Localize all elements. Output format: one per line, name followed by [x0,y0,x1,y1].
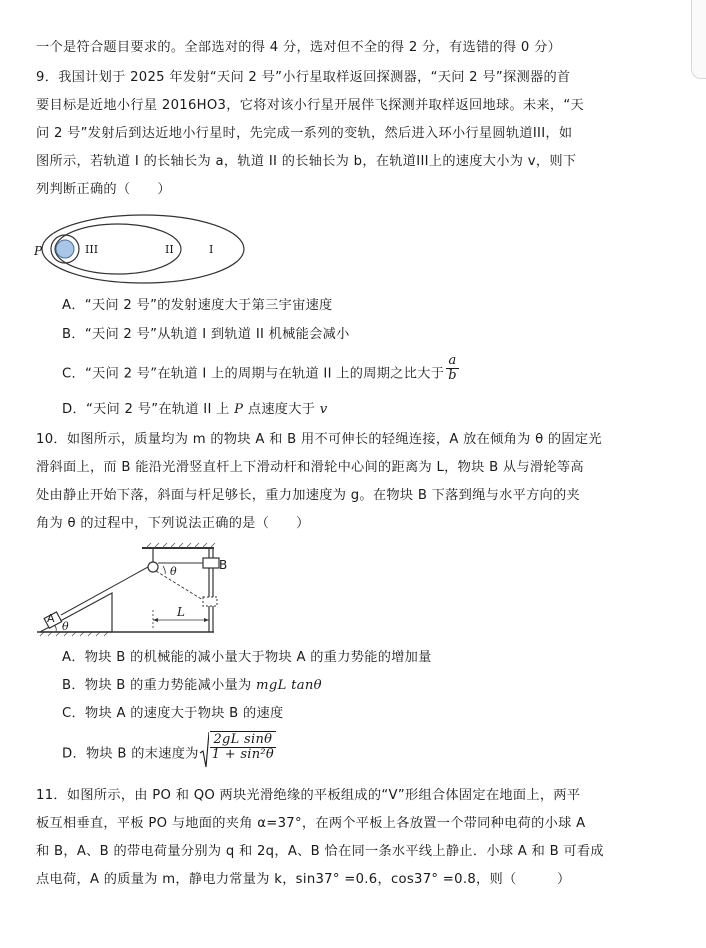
q9-line-1: 9．我国计划于 2025 年发射“天问 2 号”小行星取样返回探测器，“天问 2 号”探测器的首 [36,70,571,85]
q9-option-d [62,402,328,418]
q11-line-3: 和 B，A、B 的带电荷量分别为 q 和 2q，A、B 恰在同一条水平线上静止．小球 A 和 B 可看成 [36,844,604,859]
q9-option-d-v: v [319,402,328,417]
q10-line-4: 角为 θ 的过程中，下列说法正确的是（ ） [36,516,310,531]
q11-line-1: 11．如图所示，由 PO 和 QO 两块光滑绝缘的平板组成的“V”形组合体固定在地面上，两平 [36,788,581,803]
q9-line-5: 列判断正确的（ ） [36,182,171,197]
q9-option-c [62,353,459,383]
fraction-a-over-b [446,354,459,383]
q10-option-b-text: B．物块 B 的重力势能减小量为 [62,678,257,693]
q10-line-1: 10．如图所示，质量均为 m 的物块 A 和 B 用不可伸长的轻绳连接，A 放在倾角为 θ 的固定光 [36,432,602,447]
sqrt-expression [199,731,276,762]
label-B: B [219,558,228,572]
section-instructions: 一个是符合题目要求的。全部选对的得 4 分，选对但不全的得 2 分，有选错的得 0 分） [36,40,562,55]
q9-line-2: 要目标是近地小行星 2016HO3，它将对该小行星开展伴飞探测并取样返回地球。未来，“天 [36,98,585,113]
q9-option-d-text2: 点速度大于 [243,402,320,417]
sqrt-numerator: 2gL sinθ [210,733,276,748]
orbit-diagram [30,212,250,290]
label-III: III [85,243,99,256]
block-b-final [203,597,217,606]
q11-line-4: 点电荷，A 的质量为 m，静电力常量为 k，sin37° =0.6，cos37° =0.8，则（ ） [36,872,571,887]
sqrt-sign [199,731,209,769]
q9-option-b: B．“天问 2 号”从轨道 I 到轨道 II 机械能会减小 [62,327,350,342]
q9-option-a: A．“天问 2 号”的发射速度大于第三宇宙速度 [62,298,333,313]
label-I: I [209,243,214,256]
q11-line-2: 板互相垂直，平板 PO 与地面的夹角 α=37°，在两个平板上各放置一个带同种电荷的小球 A [36,816,586,831]
q10-option-d [62,732,276,763]
q10-option-b-expr: mgL tanθ [256,678,322,693]
q9-option-c-text: C．“天问 2 号”在轨道 I 上的周期与在轨道 II 上的周期之比大于 [62,366,445,382]
q9-line-3: 问 2 号”发射后到达近地小行星时，先完成一系列的变轨，然后进入环小行星圆轨道III，如 [36,126,573,141]
label-II: II [165,243,174,256]
asteroid [56,240,74,258]
label-L: L [177,605,185,619]
q10-option-a: A．物块 B 的机械能的减小量大于物块 A 的重力势能的增加量 [62,650,432,665]
label-P: P [34,244,43,258]
q9-option-d-point: P [234,402,244,417]
q9-option-d-text: D．“天问 2 号”在轨道 II 上 [62,402,235,417]
q10-option-b [62,678,322,694]
block-b [203,558,219,568]
sqrt-fraction [210,731,276,762]
fraction-denominator: b [448,368,457,383]
q10-option-c: C．物块 A 的速度大于物块 B 的速度 [62,706,284,721]
pulley [148,562,158,572]
q10-line-3: 处由静止开始下落，斜面与杆足够长，重力加速度为 g。在物块 B 下落到绳与水平方向的夹 [36,488,581,503]
sqrt-denominator: 1 + sin²θ [211,747,275,762]
label-theta-pulley: θ [170,565,177,578]
incline-pulley-diagram [32,540,242,640]
q9-line-4: 图所示，若轨道 I 的长轴长为 a，轨道 II 的长轴长为 b，在轨道III上的速度大小为 v，则下 [36,154,577,169]
label-A: A [47,612,55,625]
fraction-numerator: a [446,354,459,369]
q10-option-d-text: D．物块 B 的末速度为 [62,746,199,762]
q10-line-2: 滑斜面上，而 B 能沿光滑竖直杆上下滑动杆和滑轮中心间的距离为 L，物块 B 从与滑轮等高 [36,460,584,475]
window-corner-decoration [691,0,706,79]
label-theta-incline: θ [62,620,69,633]
